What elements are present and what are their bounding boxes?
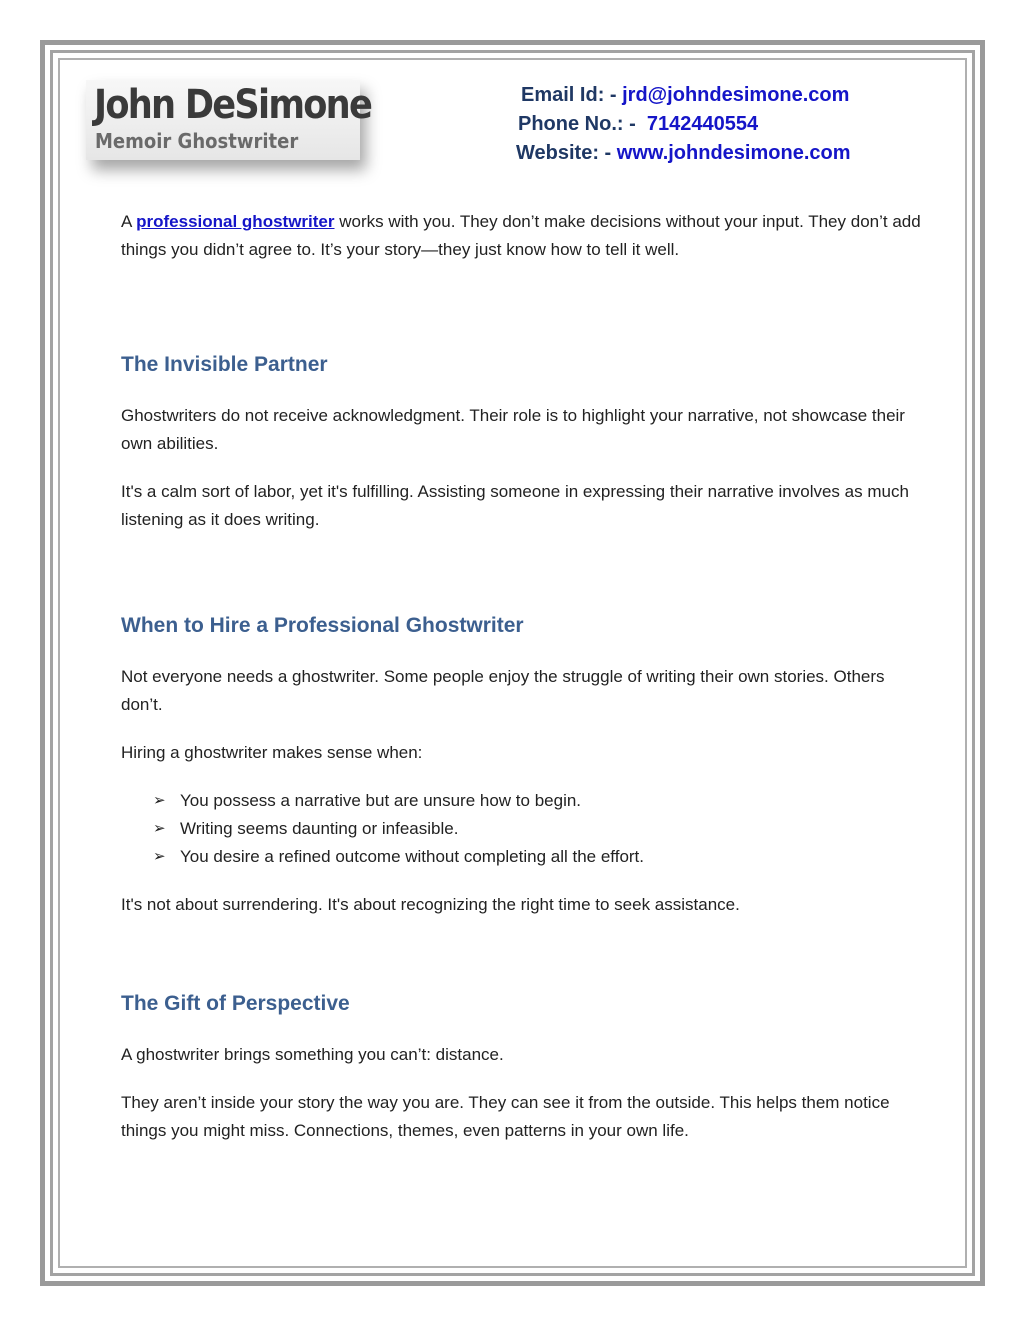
list-item: ➢ Writing seems daunting or infeasible. [121,815,921,843]
phone-label: Phone No.: - [518,113,647,135]
arrow-bullet-icon: ➢ [153,848,166,865]
document-body [121,208,921,1145]
paragraph: Not everyone needs a ghostwriter. Some people enjoy the struggle of writing their own stories. Others don’t. [121,667,885,714]
intro-suffix: works with you. They don’t make decisions without your input. They don’t add things you didn’t agree to. It’s your story—they just know how to tell it well. [121,212,921,259]
intro-prefix: A [121,212,137,231]
arrow-bullet-icon: ➢ [153,820,166,837]
list-item: ➢ You possess a narrative but are unsure how to begin. [121,787,921,815]
email-label: Email Id: - [521,84,623,106]
intro-paragraph [121,208,921,264]
paragraph: Hiring a ghostwriter makes sense when: [121,743,423,762]
contact-phone [518,113,758,136]
paragraph: They aren’t inside your story the way you are. They can see it from the outside. This helps them notice things you might miss. Connections, themes, even patterns in your own life. [121,1093,890,1140]
bullet-list [121,787,921,871]
paragraph: It's a calm sort of labor, yet it's fulfilling. Assisting someone in expressing their narrative involves as much listening as it does writing. [121,482,909,529]
heading-gift-of-perspective: The Gift of Perspective [121,992,350,1015]
paragraph: A ghostwriter brings something you can’t: distance. [121,1045,504,1064]
email-value[interactable]: jrd@johndesimone.com [622,84,850,106]
website-value[interactable]: www.johndesimone.com [616,142,851,164]
heading-when-to-hire: When to Hire a Professional Ghostwriter [121,614,524,637]
paragraph: It's not about surrendering. It's about recognizing the right time to seek assistance. [121,895,740,914]
website-label: Website: - [516,142,617,164]
logo [86,80,372,160]
logo-subtitle: Memoir Ghostwriter [95,129,299,153]
contact-email [521,84,849,107]
heading-invisible-partner: The Invisible Partner [121,353,328,376]
list-item: ➢ You desire a refined outcome without completing all the effort. [121,843,921,871]
arrow-bullet-icon: ➢ [153,792,166,809]
paragraph: Ghostwriters do not receive acknowledgment. Their role is to highlight your narrative, not showcase their own abilities. [121,406,905,453]
phone-value[interactable]: 7142440554 [646,113,759,135]
logo-name: John DeSimone [94,82,372,128]
contact-website [516,142,851,165]
professional-ghostwriter-link[interactable]: professional ghostwriter [136,212,335,231]
